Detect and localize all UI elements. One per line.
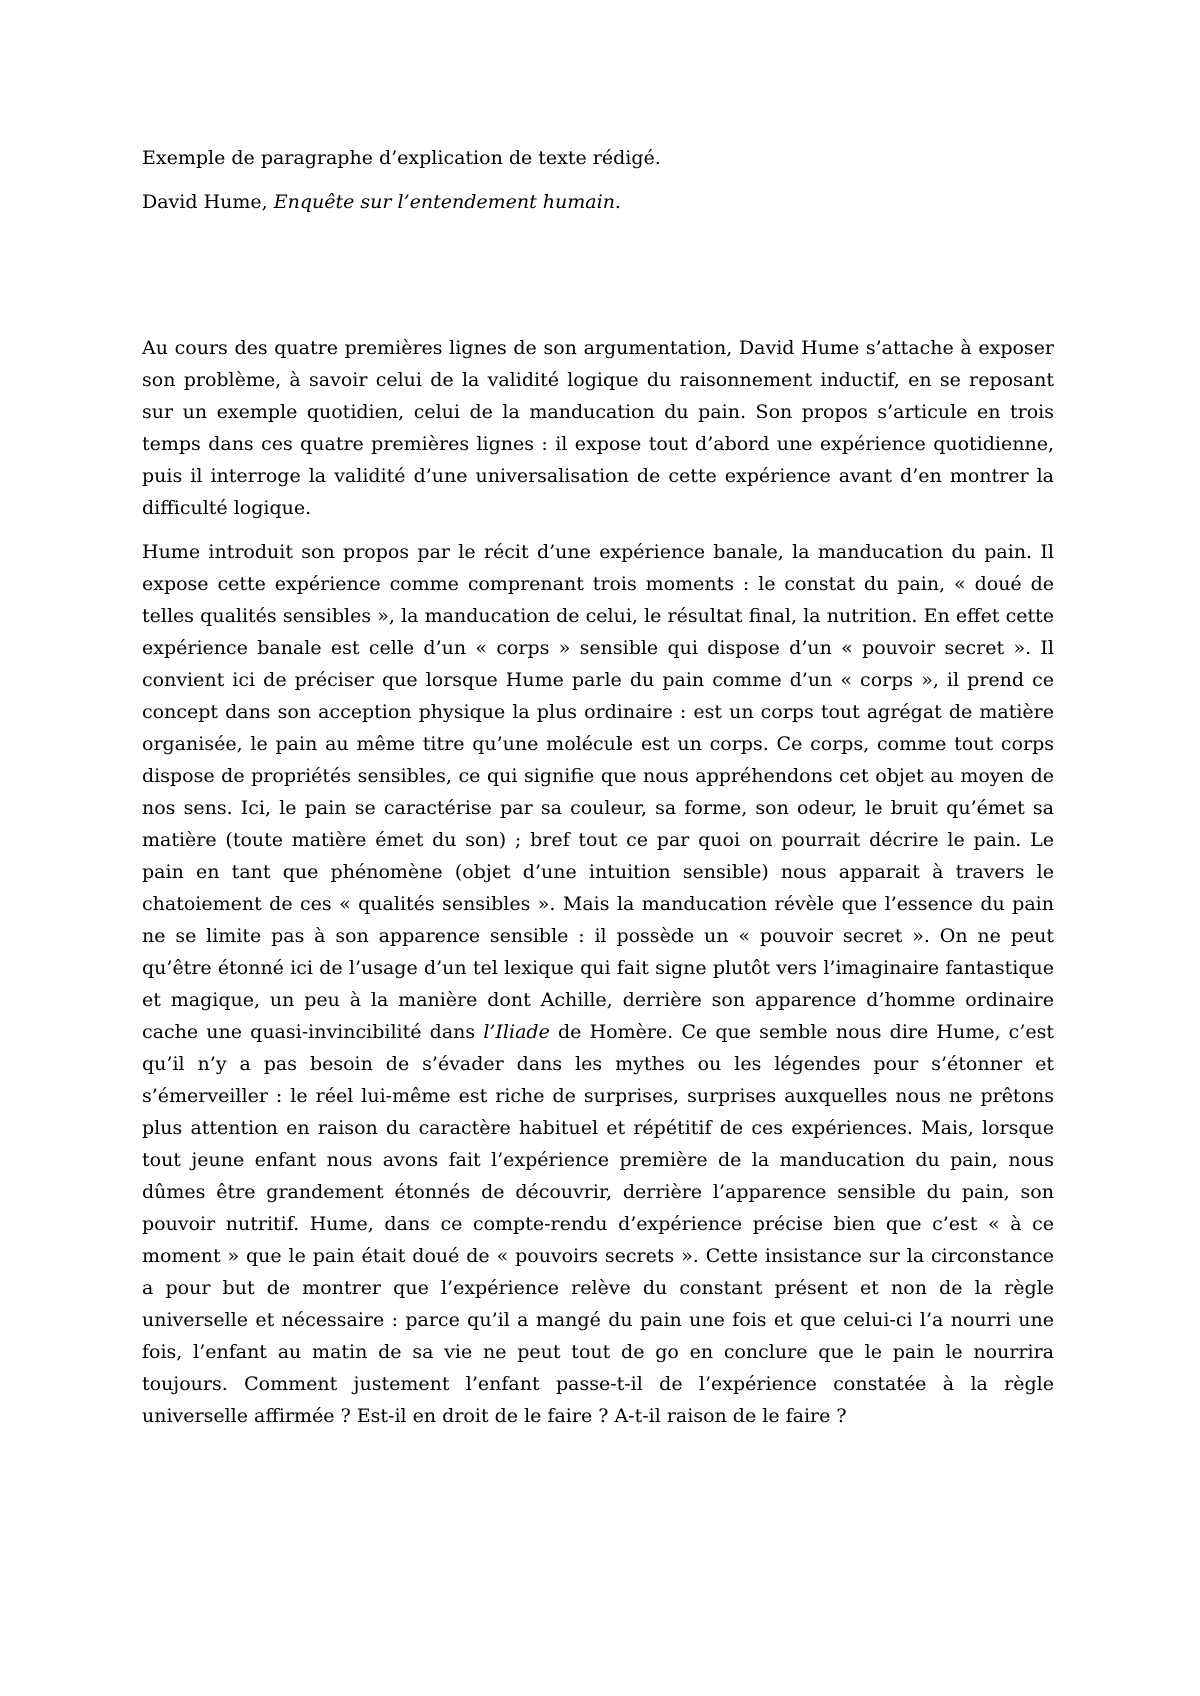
document-content: [142, 140, 1054, 1444]
document-heading: Exemple de paragraphe d’explication de texte rédigé.: [142, 147, 661, 169]
author-name: David Hume,: [142, 191, 274, 213]
source-reference: [142, 184, 1054, 220]
book-title: Enquête sur l’entendement humain.: [273, 191, 621, 213]
document-body: [142, 332, 1054, 1432]
paragraph-2-text-a: Hume introduit son propos par le récit d’une expérience banale, la manducation du pain. Il expose cette expérience comme comprenant trois moments : le constat du pain, « doué de telles qualités sensibles », la manducation de celui, le résultat final, la nutrition. En effet cette expérience banale est celle d’un « corps » sensible qui dispose d’un « pouvoir secret ». Il convient ici de préciser que lorsque Hume parle du pain comme d’un « corps », il prend ce concept dans son acception physique la plus ordinaire : est un corps tout agrégat de matière organisée, le pain au même titre qu’une molécule est un corps. Ce corps, comme tout corps dispose de propriétés sensibles, ce qui signifie que nous appréhendons cet objet au moyen de nos sens. Ici, le pain se caractérise par sa couleur, sa forme, son odeur, le bruit qu’émet sa matière (toute matière émet du son) ; bref tout ce par quoi on pourrait décrire le pain. Le pain en tant que phénomène (objet d’une intuition sensible) nous apparait à travers le chatoiement de ces « qualités sensibles ». Mais la manducation révèle que l’essence du pain ne se limite pas à son apparence sensible : il possède un « pouvoir secret ». On ne peut qu’être étonné ici de l’usage d’un tel lexique qui fait signe plutôt vers l’imaginaire fantastique et magique, un peu à la manière dont Achille, derrière son apparence d’homme ordinaire cache une quasi-invincibilité dans: [142, 541, 1054, 1043]
paragraph-2: [142, 536, 1054, 1432]
iliade-title: l’Iliade: [483, 1021, 550, 1043]
paragraph-1: Au cours des quatre premières lignes de son argumentation, David Hume s’attache à exposer son problème, à savoir celui de la validité logique du raisonnement inductif, en se reposant sur un exemple quotidien, celui de la manducation du pain. Son propos s’articule en trois temps dans ces quatre premières lignes : il expose tout d’abord une expérience quotidienne, puis il interroge la validité d’une universalisation de cette expérience avant d’en montrer la difficulté logique.: [142, 337, 1054, 519]
paragraph-2-text-b: de Homère. Ce que semble nous dire Hume, c’est qu’il n’y a pas besoin de s’évader dans les mythes ou les légendes pour s’étonner et s’émerveiller : le réel lui-même est riche de surprises, surprises auxquelles nous ne prêtons plus attention en raison du caractère habituel et répétitif de ces expériences. Mais, lorsque tout jeune enfant nous avons fait l’expérience première de la manducation du pain, nous dûmes être grandement étonnés de découvrir, derrière l’apparence sensible du pain, son pouvoir nutritif. Hume, dans ce compte-rendu d’expérience précise bien que c’est « à ce moment » que le pain était doué de « pouvoirs secrets ». Cette insistance sur la circonstance a pour but de montrer que l’expérience relève du constant présent et non de la règle universelle et nécessaire : parce qu’il a mangé du pain une fois et que celui-ci l’a nourri une fois, l’enfant au matin de sa vie ne peut tout de go en conclure que le pain le nourrira toujours. Comment justement l’enfant passe-t-il de l’expérience constatée à la règle universelle affirmée ? Est-il en droit de le faire ? A-t-il raison de le faire ?: [142, 1021, 1054, 1427]
